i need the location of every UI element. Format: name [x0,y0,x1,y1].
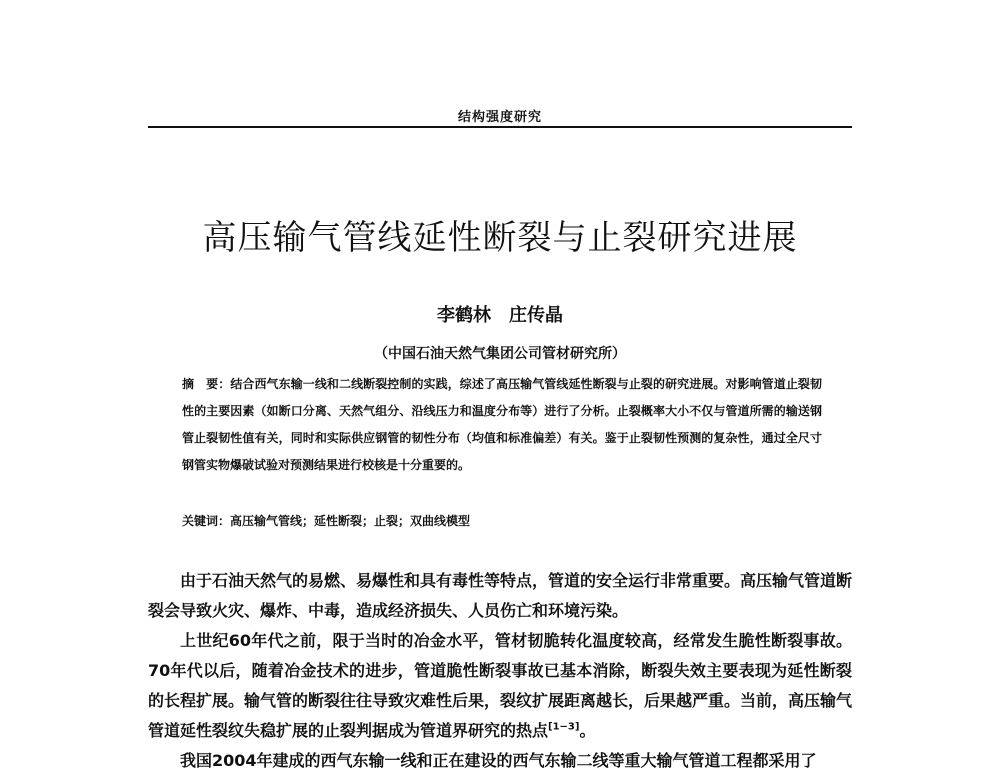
body-paragraph-3: 我国2004年建成的西气东输一线和正在建设的西气东输二线等重大输气管道工程都采用了 [180,751,817,770]
keywords [182,508,822,535]
authors: 李鹤林 庄传晶 [437,305,563,326]
keywords-label: 关键词： [182,514,231,528]
citation-marker: [1−3] [548,721,580,733]
body-paragraph-1: 由于石油天然气的易燃、易爆性和具有毒性等特点，管道的安全运行非常重要。高压输气管道断裂会导致火灾、爆炸、中毒，造成经济损失、人员伤亡和环境污染。 [148,571,853,620]
paragraph-2-end: 。 [579,721,596,740]
affiliation: （中国石油天然气集团公司管材研究所） [374,346,626,362]
abstract-label: 摘 要： [182,377,231,391]
running-head: 结构强度研究 [457,110,542,125]
paragraph-2-text: 上世纪60年代之前，限于当时的冶金水平，管材韧脆转化温度较高，经常发生脆性断裂事故。70年代以后，随着冶金技术的进步，管道脆性断裂事故已基本消除，断裂失效主要表现为延性断裂的长程扩展。输气管的断裂往往导致灾难性后果，裂纹扩展距离越长，后果越严重。当前，高压输气管道延性裂纹失稳扩展的止裂判据成为管道界研究的热点 [148,631,853,740]
body-text [148,566,852,776]
body-paragraph-2 [148,626,852,746]
abstract-text: 结合西气东输一线和二线断裂控制的实践，综述了高压输气管线延性断裂与止裂的研究进展。对影响管道止裂韧性的主要因素（如断口分离、天然气组分、沿线压力和温度分布等）进行了分析。止裂概率大小不仅与管道所需的输送钢管止裂韧性值有关，同时和实际供应钢管的韧性分布（均值和标准偏差）有关。鉴于止裂韧性预测的复杂性，通过全尺寸钢管实物爆破试验对预测结果进行校核是十分重要的。 [182,377,822,472]
paper-title: 高压输气管线延性断裂与止裂研究进展 [202,218,798,258]
keywords-text: 高压输气管线；延性断裂；止裂；双曲线模型 [230,514,471,528]
header-rule [148,126,852,128]
abstract [182,371,822,479]
